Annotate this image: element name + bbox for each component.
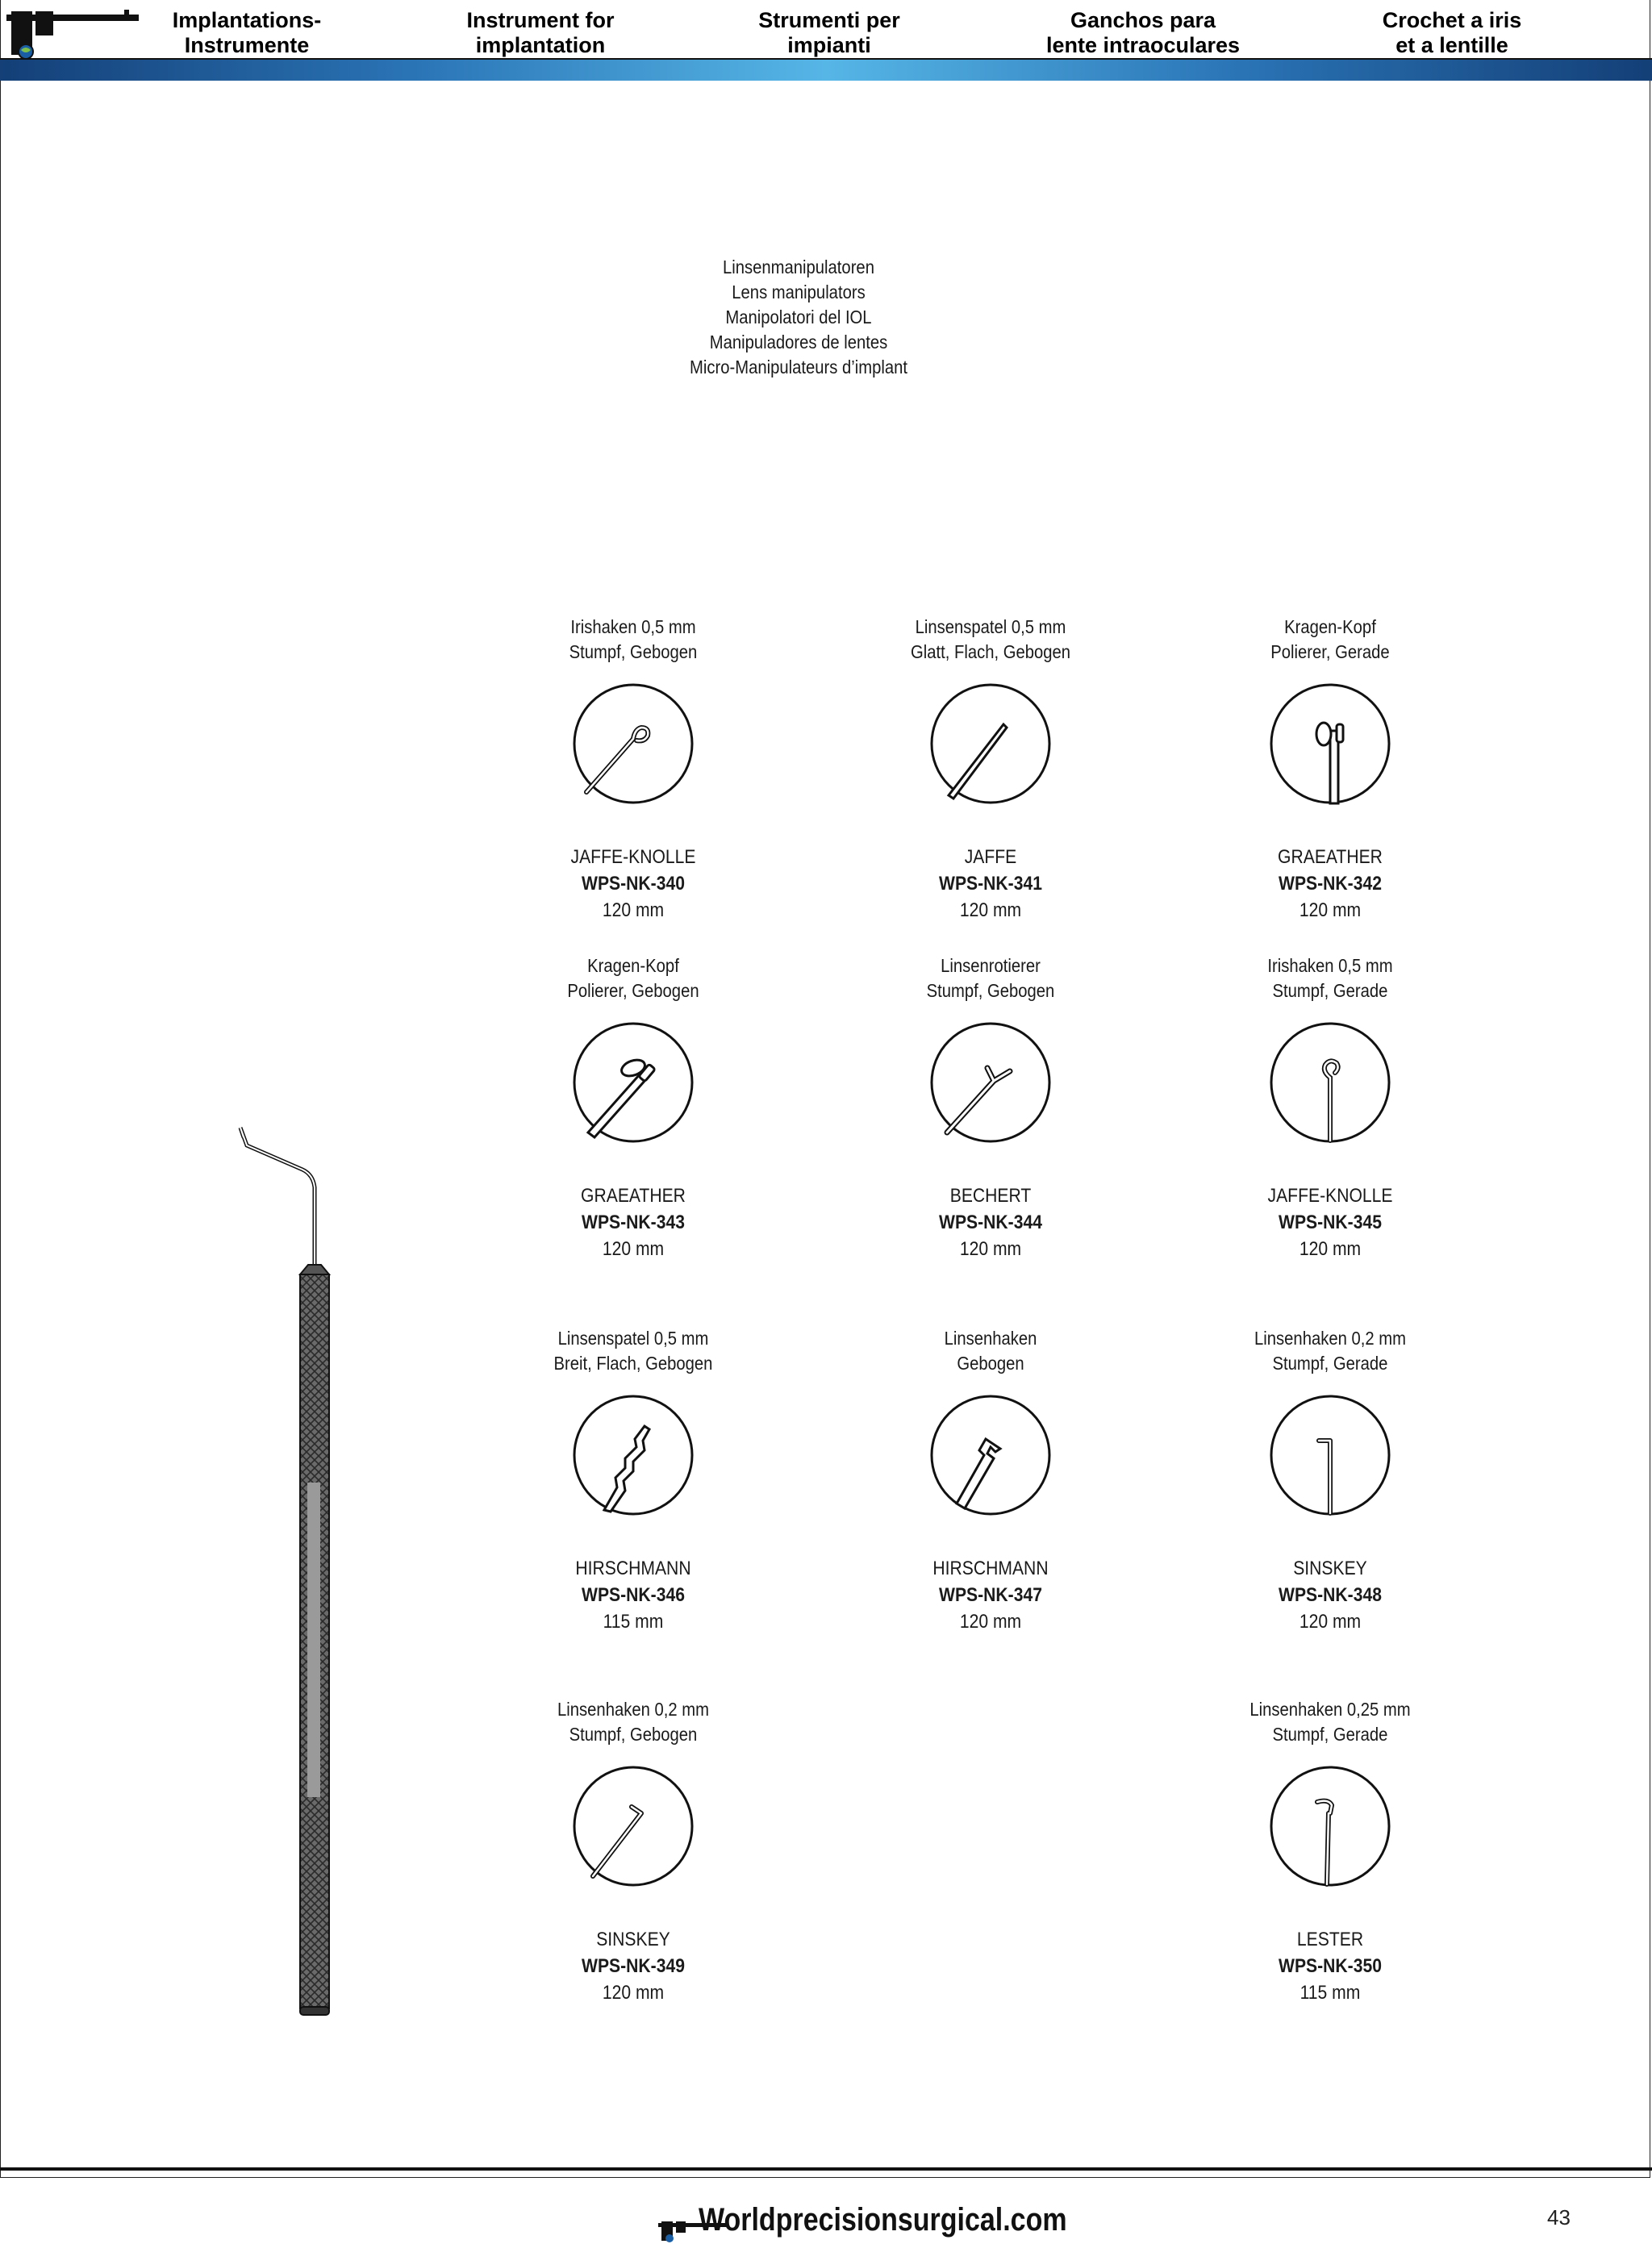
lens-rotator-fork-tip-icon — [926, 1018, 1055, 1147]
collar-polisher-straight-tip-icon — [1266, 679, 1395, 808]
description-line2: Stumpf, Gebogen — [569, 1724, 698, 1745]
product-code: WPS-NK-340 — [582, 873, 685, 895]
product-length: 120 mm — [959, 1611, 1022, 1633]
product-meta — [519, 1926, 747, 2006]
product-name: GRAEATHER — [581, 1185, 686, 1207]
intro-line-de: Linsenmanipulatoren — [723, 257, 874, 277]
description-line1: Linsenhaken 0,25 mm — [1249, 1699, 1411, 1720]
description-line2: Glatt, Flach, Gebogen — [910, 641, 1070, 662]
description-line2: Polierer, Gebogen — [567, 980, 699, 1001]
hook-straight-tip-icon — [1266, 1391, 1395, 1520]
intro-line-en: Lens manipulators — [732, 282, 866, 302]
product-description — [1216, 1326, 1444, 1376]
header-gradient-band — [0, 60, 1652, 81]
product-description — [519, 1697, 747, 1747]
product-description — [877, 1326, 1104, 1376]
product-name: SINSKEY — [596, 1929, 670, 1950]
header-col-es-line1: Ganchos para — [1070, 8, 1216, 32]
page-header — [0, 0, 1652, 81]
product-description — [877, 615, 1104, 665]
product-description — [1216, 953, 1444, 1003]
product-wps-nk-342 — [1201, 615, 1459, 924]
product-code: WPS-NK-342 — [1279, 873, 1382, 895]
header-col-it — [732, 8, 926, 58]
description-line2: Gebogen — [957, 1353, 1024, 1374]
product-wps-nk-341 — [861, 615, 1120, 924]
description-line1: Kragen-Kopf — [587, 955, 679, 976]
product-wps-nk-346 — [504, 1326, 762, 1635]
description-line1: Linsenhaken — [944, 1328, 1037, 1349]
caliper-logo-icon — [3, 5, 142, 61]
product-code: WPS-NK-347 — [939, 1584, 1042, 1606]
product-wps-nk-348 — [1201, 1326, 1459, 1635]
product-length: 115 mm — [603, 1611, 664, 1633]
product-code: WPS-NK-348 — [1279, 1584, 1382, 1606]
description-line2: Stumpf, Gebogen — [569, 641, 698, 662]
header-col-fr-line2: et a lentille — [1395, 33, 1508, 57]
product-description — [519, 953, 747, 1003]
product-code: WPS-NK-343 — [582, 1212, 685, 1233]
hook-round-angled-tip-icon — [569, 679, 698, 808]
product-meta — [1216, 844, 1444, 924]
product-meta — [877, 844, 1104, 924]
product-wps-nk-344 — [861, 953, 1120, 1262]
description-line2: Stumpf, Gerade — [1272, 1353, 1388, 1374]
wide-spatula-tip-icon — [569, 1391, 698, 1520]
lens-hook-notched-tip-icon — [926, 1391, 1055, 1520]
product-length: 120 mm — [602, 899, 665, 921]
product-name: LESTER — [1296, 1929, 1364, 1950]
header-col-fr — [1355, 8, 1549, 58]
product-wps-nk-350 — [1201, 1697, 1459, 2006]
product-description — [877, 953, 1104, 1003]
header-col-de-line2: Instrumente — [184, 33, 310, 57]
description-line2: Stumpf, Gerade — [1272, 1724, 1388, 1745]
description-line1: Linsenhaken 0,2 mm — [1254, 1328, 1406, 1349]
description-line1: Linsenrotierer — [941, 955, 1041, 976]
product-name: JAFFE-KNOLLE — [1267, 1185, 1393, 1207]
description-line1: Irishaken 0,5 mm — [570, 616, 696, 637]
product-meta — [519, 1555, 747, 1635]
product-name: HIRSCHMANN — [932, 1558, 1049, 1579]
instrument-handle-illustration — [226, 1121, 355, 2025]
product-code: WPS-NK-345 — [1279, 1212, 1382, 1233]
description-line2: Breit, Flach, Gebogen — [553, 1353, 713, 1374]
header-col-en-line2: implantation — [475, 33, 606, 57]
description-line2: Polierer, Gerade — [1270, 641, 1390, 662]
product-length: 120 mm — [959, 899, 1022, 921]
footer-brand[interactable]: Worldprecisionsurgical.com — [699, 2202, 1067, 2238]
intro-line-it: Manipolatori del IOL — [725, 307, 872, 327]
product-name: GRAEATHER — [1278, 846, 1383, 868]
product-meta — [519, 1182, 747, 1262]
header-col-fr-line1: Crochet a iris — [1382, 8, 1522, 32]
description-line1: Linsenhaken 0,2 mm — [557, 1699, 709, 1720]
product-meta — [1216, 1555, 1444, 1635]
intro-line-es: Manipuladores de lentes — [709, 332, 888, 352]
product-description — [1216, 1697, 1444, 1747]
header-col-de — [158, 8, 336, 58]
intro-text — [621, 255, 976, 380]
header-col-es — [1018, 8, 1268, 58]
product-meta — [877, 1182, 1104, 1262]
description-line1: Kragen-Kopf — [1284, 616, 1376, 637]
product-name: JAFFE-KNOLLE — [570, 846, 696, 868]
spatula-angled-tip-icon — [926, 679, 1055, 808]
product-length: 120 mm — [1299, 1611, 1362, 1633]
description-line1: Irishaken 0,5 mm — [1267, 955, 1393, 976]
header-col-en-line1: Instrument for — [466, 8, 615, 32]
product-meta — [519, 844, 747, 924]
product-length: 115 mm — [1299, 1982, 1361, 2004]
product-description — [519, 1326, 747, 1376]
description-line2: Stumpf, Gerade — [1272, 980, 1388, 1001]
product-meta — [877, 1555, 1104, 1635]
header-col-en — [436, 8, 645, 58]
description-line2: Stumpf, Gebogen — [926, 980, 1055, 1001]
description-line1: Linsenspatel 0,5 mm — [915, 616, 1066, 637]
header-col-it-line2: impianti — [787, 33, 871, 57]
product-name: BECHERT — [949, 1185, 1032, 1207]
hook-angled-tip-icon — [569, 1762, 698, 1891]
footer-rule — [0, 2167, 1652, 2171]
product-length: 120 mm — [602, 1982, 665, 2004]
intro-line-fr: Micro-Manipulateurs d’implant — [690, 357, 907, 377]
description-line1: Linsenspatel 0,5 mm — [557, 1328, 709, 1349]
product-description — [1216, 615, 1444, 665]
product-length: 120 mm — [602, 1238, 665, 1260]
hook-round-straight-tip-icon — [1266, 1018, 1395, 1147]
product-description — [519, 615, 747, 665]
product-wps-nk-345 — [1201, 953, 1459, 1262]
collar-polisher-angled-tip-icon — [569, 1018, 698, 1147]
product-name: SINSKEY — [1293, 1558, 1367, 1579]
product-name: HIRSCHMANN — [575, 1558, 691, 1579]
header-col-it-line1: Strumenti per — [758, 8, 900, 32]
product-wps-nk-347 — [861, 1326, 1120, 1635]
product-meta — [1216, 1182, 1444, 1262]
header-col-de-line1: Implantations- — [172, 8, 322, 32]
product-length: 120 mm — [1299, 1238, 1362, 1260]
page-number: 43 — [1547, 2205, 1571, 2229]
product-length: 120 mm — [959, 1238, 1022, 1260]
product-code: WPS-NK-341 — [939, 873, 1042, 895]
product-meta — [1216, 1926, 1444, 2006]
product-code: WPS-NK-346 — [582, 1584, 685, 1606]
product-wps-nk-343 — [504, 953, 762, 1262]
product-wps-nk-340 — [504, 615, 762, 924]
product-code: WPS-NK-350 — [1279, 1955, 1382, 1977]
product-code: WPS-NK-349 — [582, 1955, 685, 1977]
product-wps-nk-349 — [504, 1697, 762, 2006]
product-name: JAFFE — [964, 846, 1017, 868]
product-length: 120 mm — [1299, 899, 1362, 921]
lester-hook-tip-icon — [1266, 1762, 1395, 1891]
product-code: WPS-NK-344 — [939, 1212, 1042, 1233]
header-col-es-line2: lente intraoculares — [1045, 33, 1241, 57]
